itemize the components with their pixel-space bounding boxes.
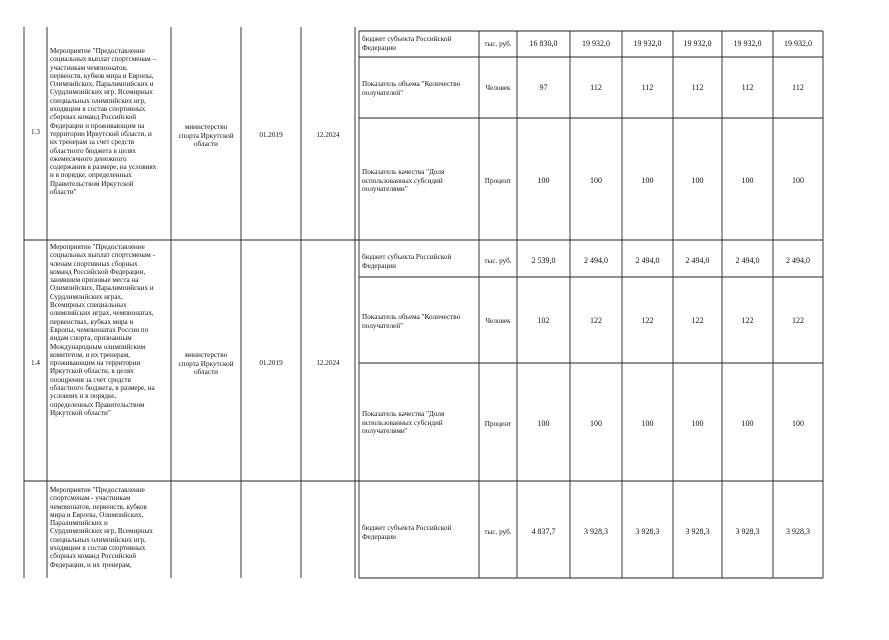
value-cell: 19 932,0 (733, 39, 762, 48)
row-start-date: 01.2019 (259, 131, 283, 139)
value-cell: 19 932,0 (582, 39, 610, 48)
value-cell: 3 928,3 (685, 527, 710, 536)
row-description: Мероприятие "Предоставление спортсменам - участникам чемпионатов, первенств, кубков мира и Европы, Олимпийских, Паралимпийских и Сурдлимпийских игр, Всемирных специальных олимпийских игр, входящим в состав спортивных сборных команд Российской Федерации, и их тренерам, (50, 486, 153, 569)
value-cell: 100 (691, 419, 704, 428)
row-start-date: 01.2019 (259, 359, 283, 367)
value-cell: 122 (641, 316, 654, 325)
value-cell: 2 494,0 (685, 256, 710, 265)
value-cell: 100 (537, 176, 550, 185)
row-description: Мероприятие "Предоставление социальных выплат спортсменам – участникам чемпионатов, первенств, кубков мира и Европы, Олимпийских, Паралимпийских и Сурдлимпийских игр, Всемирных специальных олимпийских игр, входящим в состав спортивных сборных команд Российской Федерации и проживающим на территории Иркутской области, и их тренерам за счет средств областного бюджета в целях ежемесячного денежного содержания в размере, на условиях и в порядке, определенных Правительством Иркутской области" (50, 47, 157, 197)
sub-name: бюджет субъекта Российской Федерации (362, 524, 452, 541)
value-cell: 112 (792, 83, 804, 92)
value-cell: 2 539,0 (531, 256, 556, 265)
value-cell: 112 (590, 83, 602, 92)
sub-unit: Процент (484, 420, 512, 428)
value-cell: 19 932,0 (633, 39, 662, 48)
value-cell: 100 (590, 419, 602, 428)
sub-name: Показатель объема "Количество получателей" (362, 80, 461, 97)
sub-name: бюджет субъекта Российской Федерации (362, 35, 452, 52)
value-cell: 100 (741, 419, 754, 428)
value-cell: 112 (691, 83, 704, 92)
sub-name: Показатель объема "Количество получателей" (362, 313, 461, 330)
value-cell: 100 (641, 419, 654, 428)
value-cell: 2 494,0 (786, 256, 810, 265)
row-number: 1.3 (31, 128, 40, 136)
value-cell: 3 928,3 (786, 527, 810, 536)
value-cell: 100 (792, 176, 804, 185)
value-cell: 3 928,3 (635, 527, 660, 536)
value-cell: 100 (641, 176, 654, 185)
value-cell: 122 (691, 316, 704, 325)
value-cell: 100 (691, 176, 704, 185)
row-number: 1.4 (31, 359, 40, 367)
value-cell: 2 494,0 (735, 256, 760, 265)
value-cell: 122 (792, 316, 804, 325)
value-cell: 102 (537, 316, 550, 325)
value-cell: 122 (590, 316, 602, 325)
value-cell: 100 (741, 176, 754, 185)
value-cell: 100 (792, 419, 804, 428)
sub-unit: Человек (485, 317, 511, 325)
value-cell: 2 494,0 (635, 256, 660, 265)
sub-name: бюджет субъекта Российской Федерации (362, 253, 452, 270)
row-description: Мероприятие "Предоставление социальных выплат спортсменам - членам спортивных сборных команд Российской Федерации, занявшим призовые места на Олимпийских, Паралимпийских и Сурдлимпийских играх, Всемирных специальных олимпийских играх, чемпионатах, первенствах, кубках мира и Европы, чемпионатах России по видам спорта, признанным Международным олимпийским комитетом, и их тренерам, проживающим на территории Иркутской области, в целях поощрения за счет средств областного бюджета, в размере, на условиях и в порядке, определенных Правительством Иркутской области" (50, 243, 155, 417)
value-cell: 3 928,3 (735, 527, 760, 536)
row-executor: министерство спорта Иркутской области (178, 123, 234, 149)
value-cell: 3 928,3 (584, 527, 608, 536)
row-end-date: 12.2024 (316, 131, 340, 139)
value-cell: 112 (741, 83, 754, 92)
sub-unit: Процент (484, 177, 512, 185)
value-cell: 100 (537, 419, 550, 428)
value-cell: 16 830,0 (529, 39, 558, 48)
row-executor: министерство спорта Иркутской области (178, 351, 234, 377)
sub-name: Показатель качества "Доля использованных субсидий получателями" (362, 410, 445, 436)
sub-unit: Человек (485, 84, 511, 92)
value-cell: 4 837,7 (531, 527, 556, 536)
sub-name: Показатель качества "Доля использованных субсидий получателями" (362, 168, 445, 194)
value-cell: 100 (590, 176, 602, 185)
value-cell: 2 494,0 (584, 256, 608, 265)
value-cell: 97 (539, 83, 548, 92)
sub-unit: тыс. руб. (484, 40, 512, 48)
sub-unit: тыс. руб. (484, 528, 512, 536)
value-cell: 19 932,0 (784, 39, 812, 48)
row-end-date: 12.2024 (316, 359, 340, 367)
value-cell: 112 (641, 83, 654, 92)
sub-unit: тыс. руб. (484, 257, 512, 265)
value-cell: 122 (741, 316, 754, 325)
value-cell: 19 932,0 (683, 39, 712, 48)
